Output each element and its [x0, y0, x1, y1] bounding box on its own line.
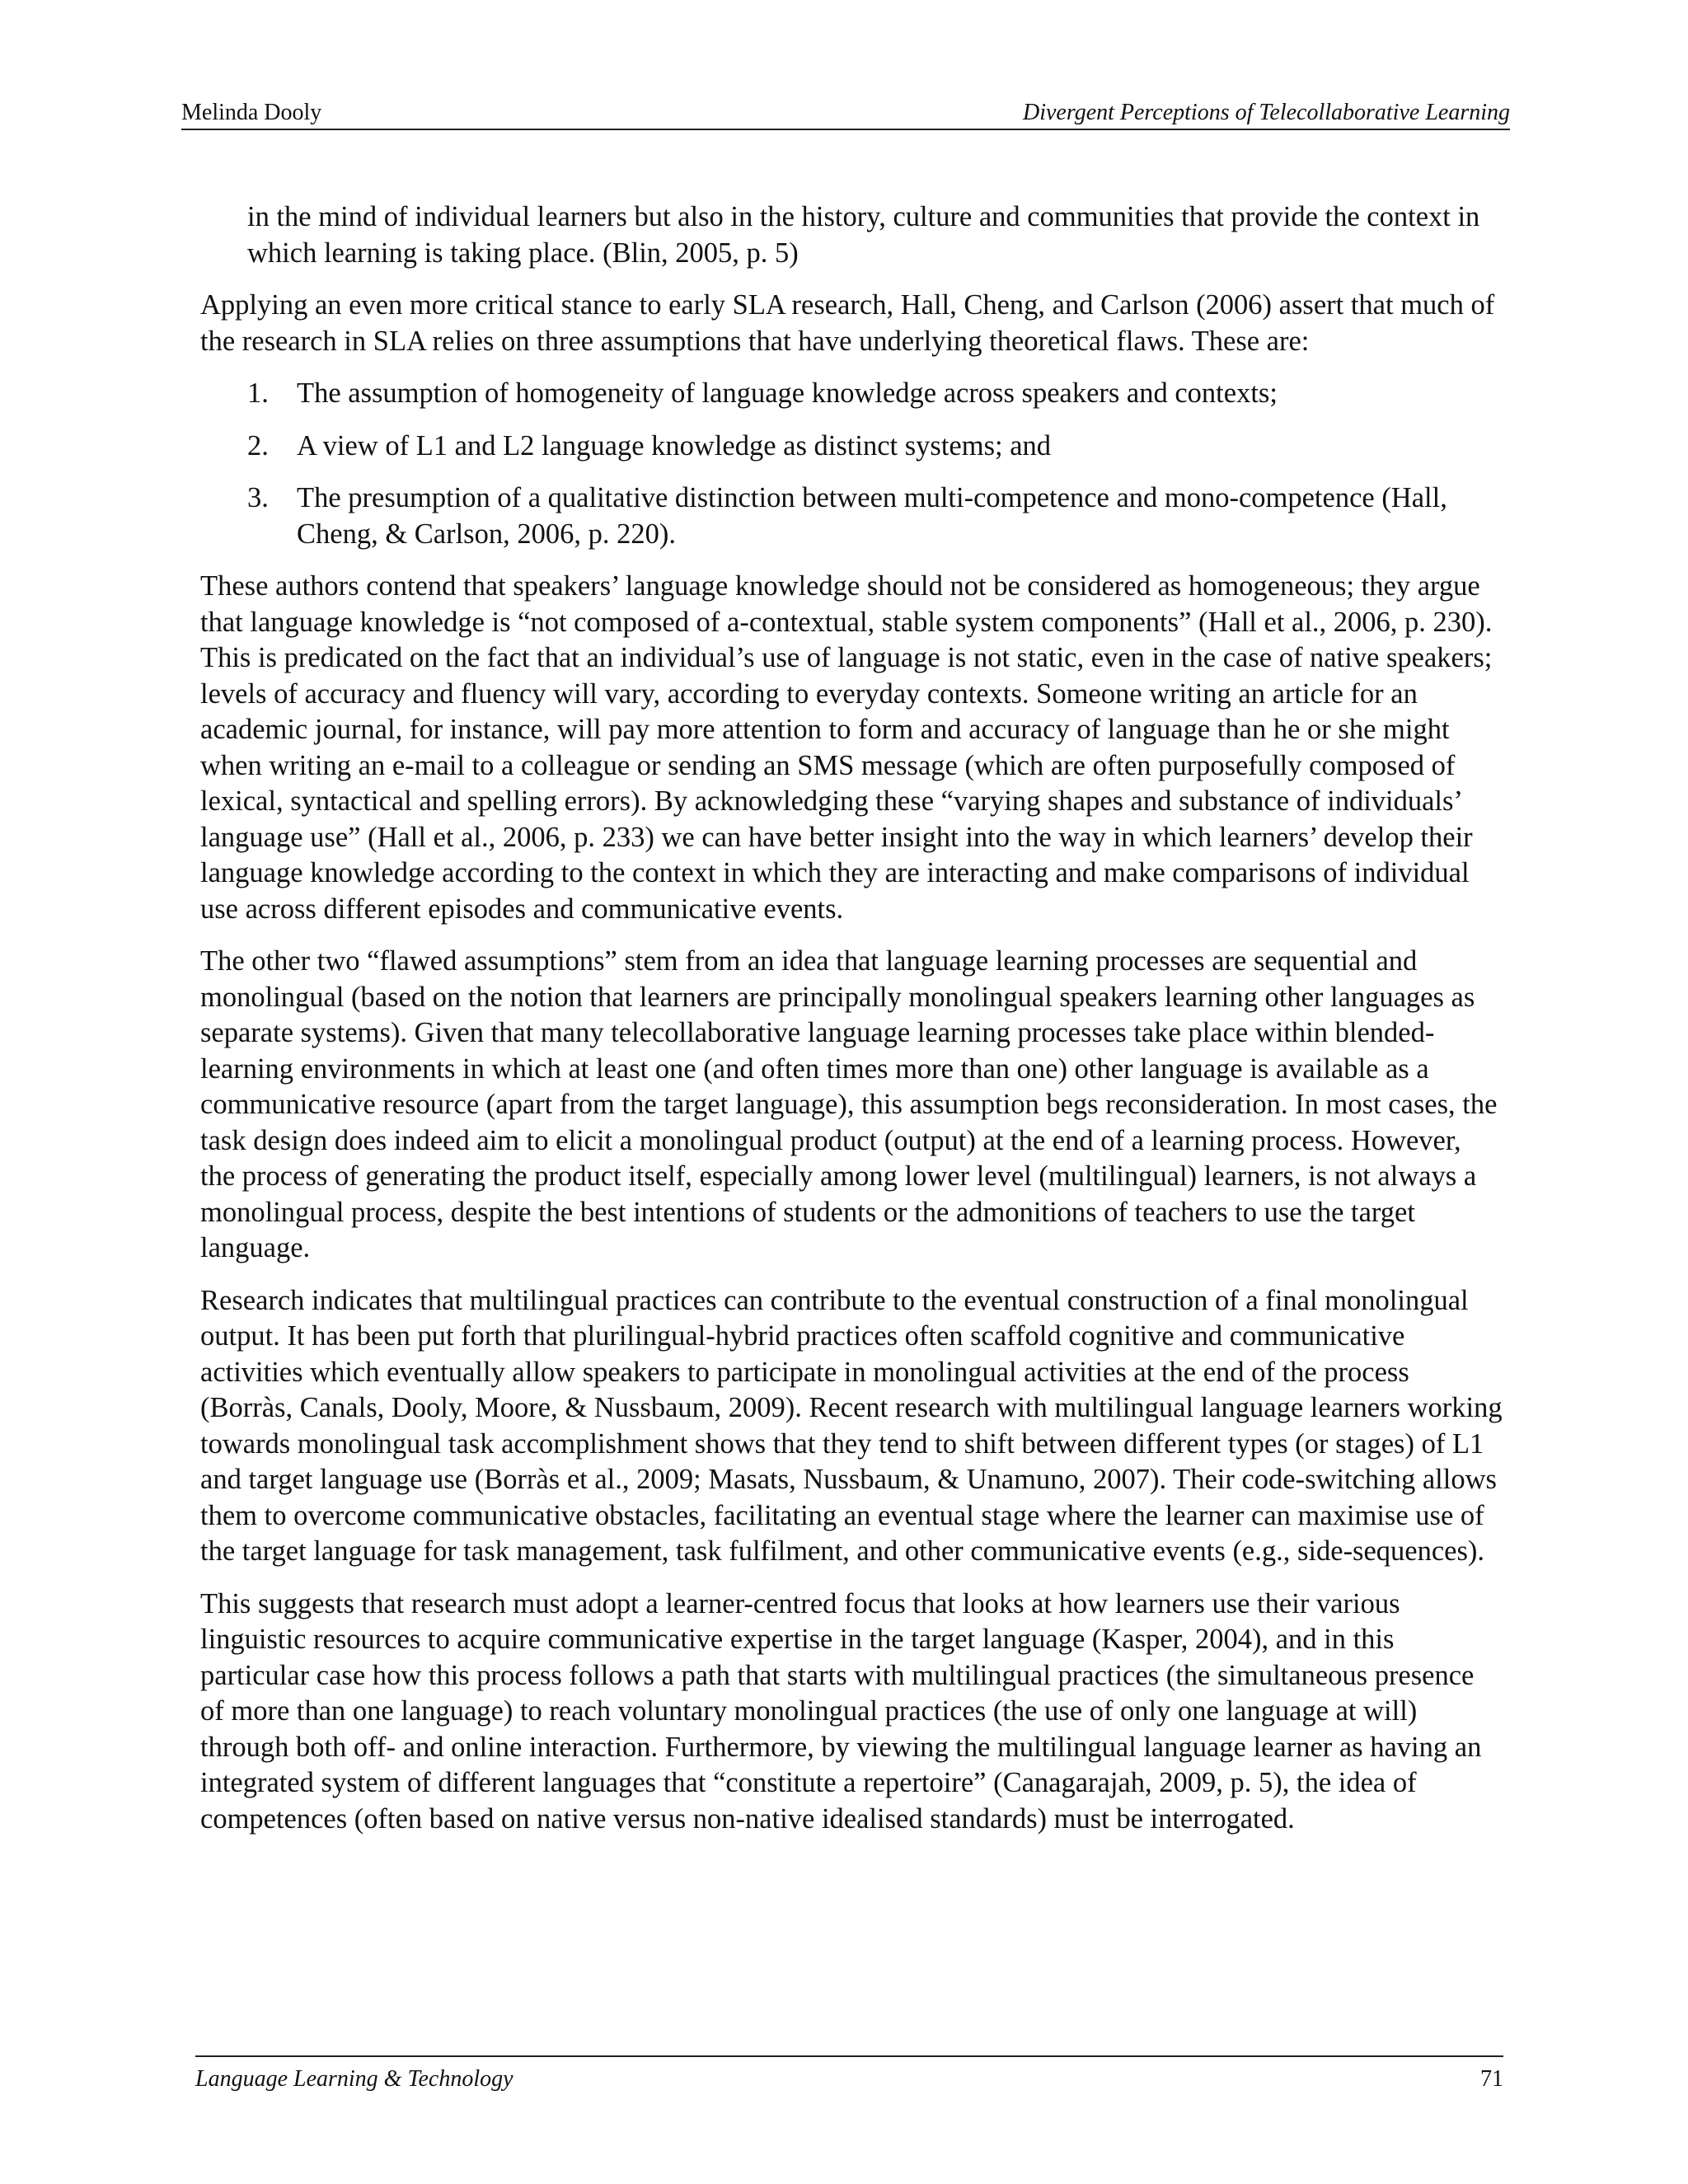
page-number: 71	[1480, 2066, 1503, 2092]
paragraph: This suggests that research must adopt a learner-centred focus that looks at how learners use their various linguistic resources to acquire communicative expertise in the target language (Kasper, 2004), and in this particular case how this process follows a path that starts with multilingual practices (the simultaneous presence of more than one language) to reach voluntary monolingual practices (the use of only one language at will) through both off- and online interaction. Furthermore, by viewing the multilingual language learner as having an integrated system of different languages that “constitute a repertoire” (Canagarajah, 2009, p. 5), the idea of competences (often based on native versus non-native idealised standards) must be interrogated.	[200, 1587, 1482, 1835]
list-item-text: The assumption of homogeneity of language knowledge across speakers and contexts;	[297, 377, 1278, 409]
paragraph: These authors contend that speakers’ language knowledge should not be considered as homogeneous; they argue that language knowledge is “not composed of a-contextual, stable system components” (Hall et al., 2006, p. 230). This is predicated on the fact that an individual’s use of language is not static, even in the case of native speakers; levels of accuracy and fluency will vary, according to everyday contexts. Someone writing an article for an academic journal, for instance, will pay more attention to form and accuracy of language than he or she might when writing an e-mail to a colleague or sending an SMS message (which are often purposefully composed of lexical, syntactical and spelling errors). By acknowledging these “varying shapes and substance of individuals’ language use” (Hall et al., 2006, p. 233) we can have better insight into the way in which learners’ develop their language knowledge according to the context in which they are interacting and make comparisons of individual use across different episodes and communicative events.	[200, 570, 1493, 925]
list-item	[200, 429, 1503, 465]
paragraph: Research indicates that multilingual practices can contribute to the eventual construction of a final monolingual output. It has been put forth that plurilingual-hybrid practices often scaffold cognitive and communicative activities which eventually allow speakers to participate in monolingual activities at the end of the process (Borràs, Canals, Dooly, Moore, & Nussbaum, 2009). Recent research with multilingual language learners working towards monolingual task accomplishment shows that they tend to shift between different types (or stages) of L1 and target language use (Borràs et al., 2009; Masats, Nussbaum, & Unamuno, 2007). Their code-switching allows them to overcome communicative obstacles, facilitating an eventual stage where the learner can maximise use of the target language for task management, task fulfilment, and other communicative events (e.g., side-sequences).	[200, 1284, 1503, 1567]
paragraph: The other two “flawed assumptions” stem from an idea that language learning processes are sequential and monolingual (based on the notion that learners are principally monolingual speakers learning other languages as separate systems). Given that many telecollaborative language learning processes take place within blended-learning environments in which at least one (and often times more than one) other language is available as a communicative resource (apart from the target language), this assumption begs reconsideration. In most cases, the task design does indeed aim to elicit a monolingual product (output) at the end of a learning process. However, the process of generating the product itself, especially among lower level (multilingual) learners, is not always a monolingual process, despite the best intentions of students or the admonitions of teachers to use the target language.	[200, 945, 1498, 1263]
list-item	[200, 480, 1503, 552]
running-header	[181, 97, 1510, 130]
assumptions-list	[200, 376, 1503, 552]
footer-journal: Language Learning & Technology	[195, 2066, 513, 2092]
header-article-title: Divergent Perceptions of Telecollaborative Learning	[1022, 100, 1510, 125]
paragraph: Applying an even more critical stance to early SLA research, Hall, Cheng, and Carlson (2006) assert that much of the research in SLA relies on three assumptions that have underlying theoretical flaws. These are:	[200, 289, 1495, 357]
list-item-text: The presumption of a qualitative distinction between multi-competence and mono-competence (Hall, Cheng, & Carlson, 2006, p. 220).	[297, 482, 1447, 550]
list-item-number: 3.	[247, 482, 269, 513]
list-item-number: 1.	[247, 377, 269, 409]
list-item	[200, 376, 1503, 412]
list-item-number: 2.	[247, 429, 269, 462]
page-body	[200, 199, 1503, 1854]
header-author: Melinda Dooly	[181, 100, 322, 125]
list-item-text: A view of L1 and L2 language knowledge as distinct systems; and	[297, 429, 1052, 462]
block-quote-continuation: in the mind of individual learners but also in the history, culture and communities that provide the context in which learning is taking place. (Blin, 2005, p. 5)	[247, 201, 1480, 269]
running-footer	[195, 2055, 1503, 2092]
